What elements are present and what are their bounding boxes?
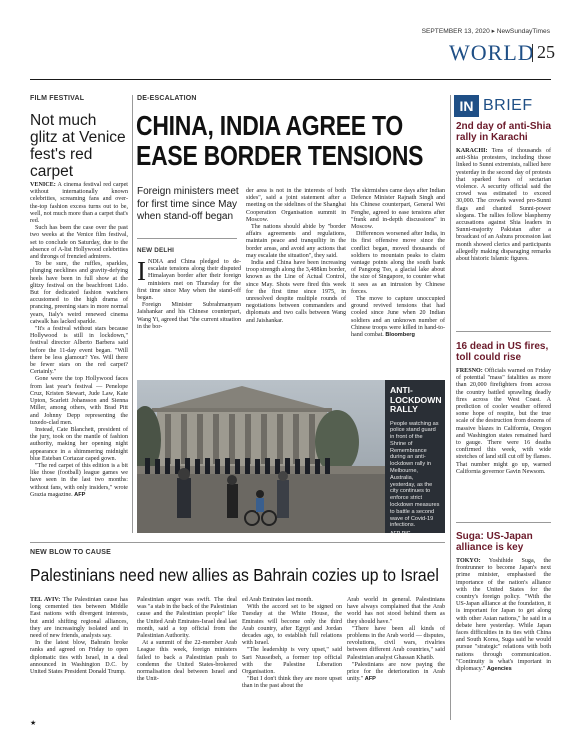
brief-credit-3: Agencies (486, 666, 512, 673)
in-brief-label-box: IN (454, 95, 479, 117)
bahrain-dateline: TEL AVIV: (30, 597, 61, 603)
masthead-rule (30, 79, 551, 80)
rally-photo-image (137, 380, 385, 533)
lead-standfirst: Foreign ministers meet for first time since May when stand-off began (137, 186, 239, 222)
section-title: WORLD (449, 40, 535, 65)
lead-kicker: DE-ESCALATION (137, 95, 197, 102)
brief-headline-1: 2nd day of anti-Shia rally in Karachi (456, 121, 552, 143)
bahrain-col2: Palestinian anger was swift. The deal was "a stab in the back of the Palestinian cause and the Palestinian people" like the United Arab Emirates-Israel deal last month, said a top official from the Palestinian Authority. At a summit of the 22-member Arab League this week, foreign ministers failed to back a Palestinian push to condemn the United States-brokered normalisation deal between Israel and the Unit- (137, 597, 237, 683)
photo-caption-title: ANTI-LOCKDOWN RALLY (390, 385, 442, 414)
brief-rule-2 (456, 522, 551, 523)
bahrain-headline: Palestinians need new allies as Bahrain cozies up to Israel (30, 565, 439, 585)
brief-divider (450, 95, 451, 720)
lead-credit: Bloomberg (385, 332, 415, 339)
brief-item-2: 16 dead in US fires, toll could rise FRESNO: Officials warned on Friday of potential "mass" fatalities as more than 20,000 firefighters from across the country battled sprawling deadly fires across the West Coast. A prediction of cooler weather offered some hope of respite, but the true scale of the destruction from dozens of massive blazes in California, Oregon and Washington states remained hard to gauge. There were 16 deaths confirmed this week, with wide stretches of land still cut off by flames. That number might go up, warned California governor Gavin Newsom. (456, 341, 551, 475)
film-article: VENICE: A cinema festival red carpet without internationally known celebrities, screaming fans and over-the-top fashion excess turns out to be, well, not much more than a carpet that's red. Such has been the case over the past two weeks at the Venice film festival, set to conclude on Saturday, due to the absence of A-list Hollywood celebrities and throngs of frenzied admirers. To be sure, the ruffles, sparkles, plunging necklines and gravity-defying heels have been in full show at the glitzy festival on the beachfront Lido. But for dedicated fashion watchers accustomed to the high drama of prancing, preening stars in more normal years, Italy's weird renewed cinema catwalk has lacked sparkle. "It's a festival without stars because Hollywood is still in lockdown," festival director Alberto Barbera said before the 11-day event began. "Will there be less glamour? Yes. Will there be fewer stars on the red carpet? Certainly." Gone were the top Hollywood faces from last year's festival — Penelope Cruz, Kristen Stewart, Jude Law, Kate Upton, Scarlett Johansson and Sienna Miller, among others, with Brad Pitt and Johnny Depp representing the tuxedo-clad men. Instead, Cate Blanchett, president of the jury, took on the mantle of fashion authority, making her opening night appearance in a shimmering midnight blue Esteban Cortazar caped gown. "The red carpet of this edition is a bit like those (football) league games we have seen in the last two months: without fans, with only insiders," wrote Grazia magazine. AFP (30, 182, 128, 498)
brief-dateline-1: KARACHI: (456, 148, 488, 154)
brief-dateline-2: FRESNO: (456, 368, 483, 374)
brief-item-1: 2nd day of anti-Shia rally in Karachi KARACHI: Tens of thousands of anti-Shia protesters, including those linked to Sunni extremists, rallied here yesterday in the second day of protests that sparked fears of sectarian violence. A security official said the crowd was estimated to exceed 30,000. The crowds waved pro-Sunni flags and chanted Sunni-power slogans. The rallies follow blasphemy accusations against Shia leaders in Sunni-majority Pakistan after a broadcast of an Ashura procession last month showed clerics and participants allegedly making disparaging remarks about historic Islamic figures. (456, 121, 552, 263)
lead-col2: der area is not in the interests of both sides", said a joint statement after a meeting on the sidelines of the Shanghai Cooperation Organisation summit in Moscow. The nations should abide by "border affairs agreements and regulations, maintain peace and tranquility in the border areas, and avoid any actions that may escalate the situation", they said. India and China have been increasing troop strength along the 3,488km border, known as the Line of Actual Control, since May. Shots were fired this week for the first time since 1975, in unresolved despite multiple rounds of negotiations between commanders and diplomats and two calls between Wang and Jaishankar. (246, 188, 346, 324)
rally-photo (137, 380, 385, 533)
end-mark: ★ (30, 719, 37, 727)
film-credit: AFP (74, 491, 86, 498)
film-dateline: VENICE: (30, 182, 56, 188)
page-number: 25 (537, 42, 555, 62)
bahrain-col3: ed Arab Emirates last month. With the accord set to be signed on Tuesday at the White House, the Emirates will become only the third Arab country, after Egypt and Jordan decades ago, to establish full relations with Israel. "The leadership is very upset," said Sari Nusseibeh, a former top official with the Palestine Liberation Organisation. "But I don't think they are more upset than in the past about the (242, 597, 342, 690)
film-divider (132, 95, 133, 533)
date-line: SEPTEMBER 13, 2020 ▸ NewSundayTimes (421, 28, 550, 35)
lead-col3: The skirmishes came days after Indian Defence Minister Rajnath Singh and his Chinese counterpart, General Wei Fenghe, agreed to ease tensions after "frank and in-depth discussions" in Moscow. Differences worsened after India, in its first offensive move since the conflict began, moved thousands of soldiers to mountain peaks to claim vantage points along the south bank of Pangong Tso, a glacial lake about the size of Singapore, to counter what it sees as an intrusion by Chinese forces. The move to capture unoccupied ground revived tensions that had cooled since June when 20 Indian soldiers and an unknown number of Chinese troops were killed in hand-to-hand combat. Bloomberg (351, 188, 445, 339)
brief-rule-1 (456, 331, 551, 332)
bahrain-credit: AFP (364, 676, 376, 683)
photo-credit: AFP PIC (390, 531, 411, 538)
film-kicker: FILM FESTIVAL (30, 95, 85, 102)
bahrain-top-rule (30, 542, 445, 543)
lead-dateline: NEW DELHI (137, 247, 175, 254)
masthead-divider (532, 44, 533, 62)
photo-caption-box (385, 380, 445, 538)
photo-caption-text: People watching as police stand guard in front of the Shrine of Remembrance during an anti-lockdown rally in Melbourne, Australia, yesterday, as the city continues to enforce strict lockdown measures to battle a second wave of Covid-19 infections. (390, 420, 440, 529)
brief-headline-2: 16 dead in US fires, toll could rise (456, 341, 549, 363)
bahrain-kicker: NEW BLOW TO CAUSE (30, 549, 112, 556)
lead-col1: INDIA and China pledged to de-escalate tensions along their disputed Himalayan border after their foreign ministers met on Thursday for the first time since May when the stand-off began. Foreign Minister Subrahmanyam Jaishankar and his Chinese counterpart, Wang Yi, agreed that "the current situation in the bor- (137, 256, 241, 330)
brief-headline-3: Suga: US-Japan alliance is key (456, 531, 533, 553)
dropcap: I (137, 256, 146, 286)
brief-item-3: Suga: US-Japan alliance is key TOKYO: Yoshihide Suga, the frontrunner to become Japan's next prime minister, emphasised the importance of the nation's alliance with the United States for the country's foreign policy. "With the US-Japan alliance at the foundation, it is important for Japan to get along with other Asian nations," he said in a debate here yesterday. While Japan faces difficulties in its ties with China and South Korea, Suga said he would pursue "strategic" relations with both nations through communication. "Continuity is what's important in diplomacy." Agencies (456, 531, 551, 673)
film-headline: Not much glitz at Venice fest's red carpet (30, 112, 126, 180)
lead-headline-line2: EASE BORDER TENSIONS (136, 140, 424, 171)
lead-headline-line1: CHINA, INDIA AGREE TO (136, 110, 403, 141)
bahrain-col1: TEL AVIV: The Palestinian cause has long cemented ties between Middle East nations with divergent interests, but amid shifting regional alliances, they are increasingly isolated and in need of new friends, analysts say. In the latest blow, Bahrain broke ranks and agreed on Friday to open diplomatic ties with Israel, in a deal announced in Washington D.C. by United States President Donald Trump. (30, 597, 128, 676)
brief-dateline-3: TOKYO: (456, 558, 481, 564)
bahrain-col4: Arab world in general. Palestinians have always complained that the Arab world has not stood behind them as they should have." "There have been all kinds of problems in the Arab world — disputes, revolutions, civil wars, rivalries between different Arab countries," said Palestinian analyst Ghassan Khatib. "Palestinians are now paying the price for the deterioration in Arab unity." AFP (347, 597, 445, 683)
standfirst-rule (137, 238, 237, 239)
in-brief-header (454, 95, 551, 117)
in-brief-label: BRIEF (483, 97, 533, 114)
